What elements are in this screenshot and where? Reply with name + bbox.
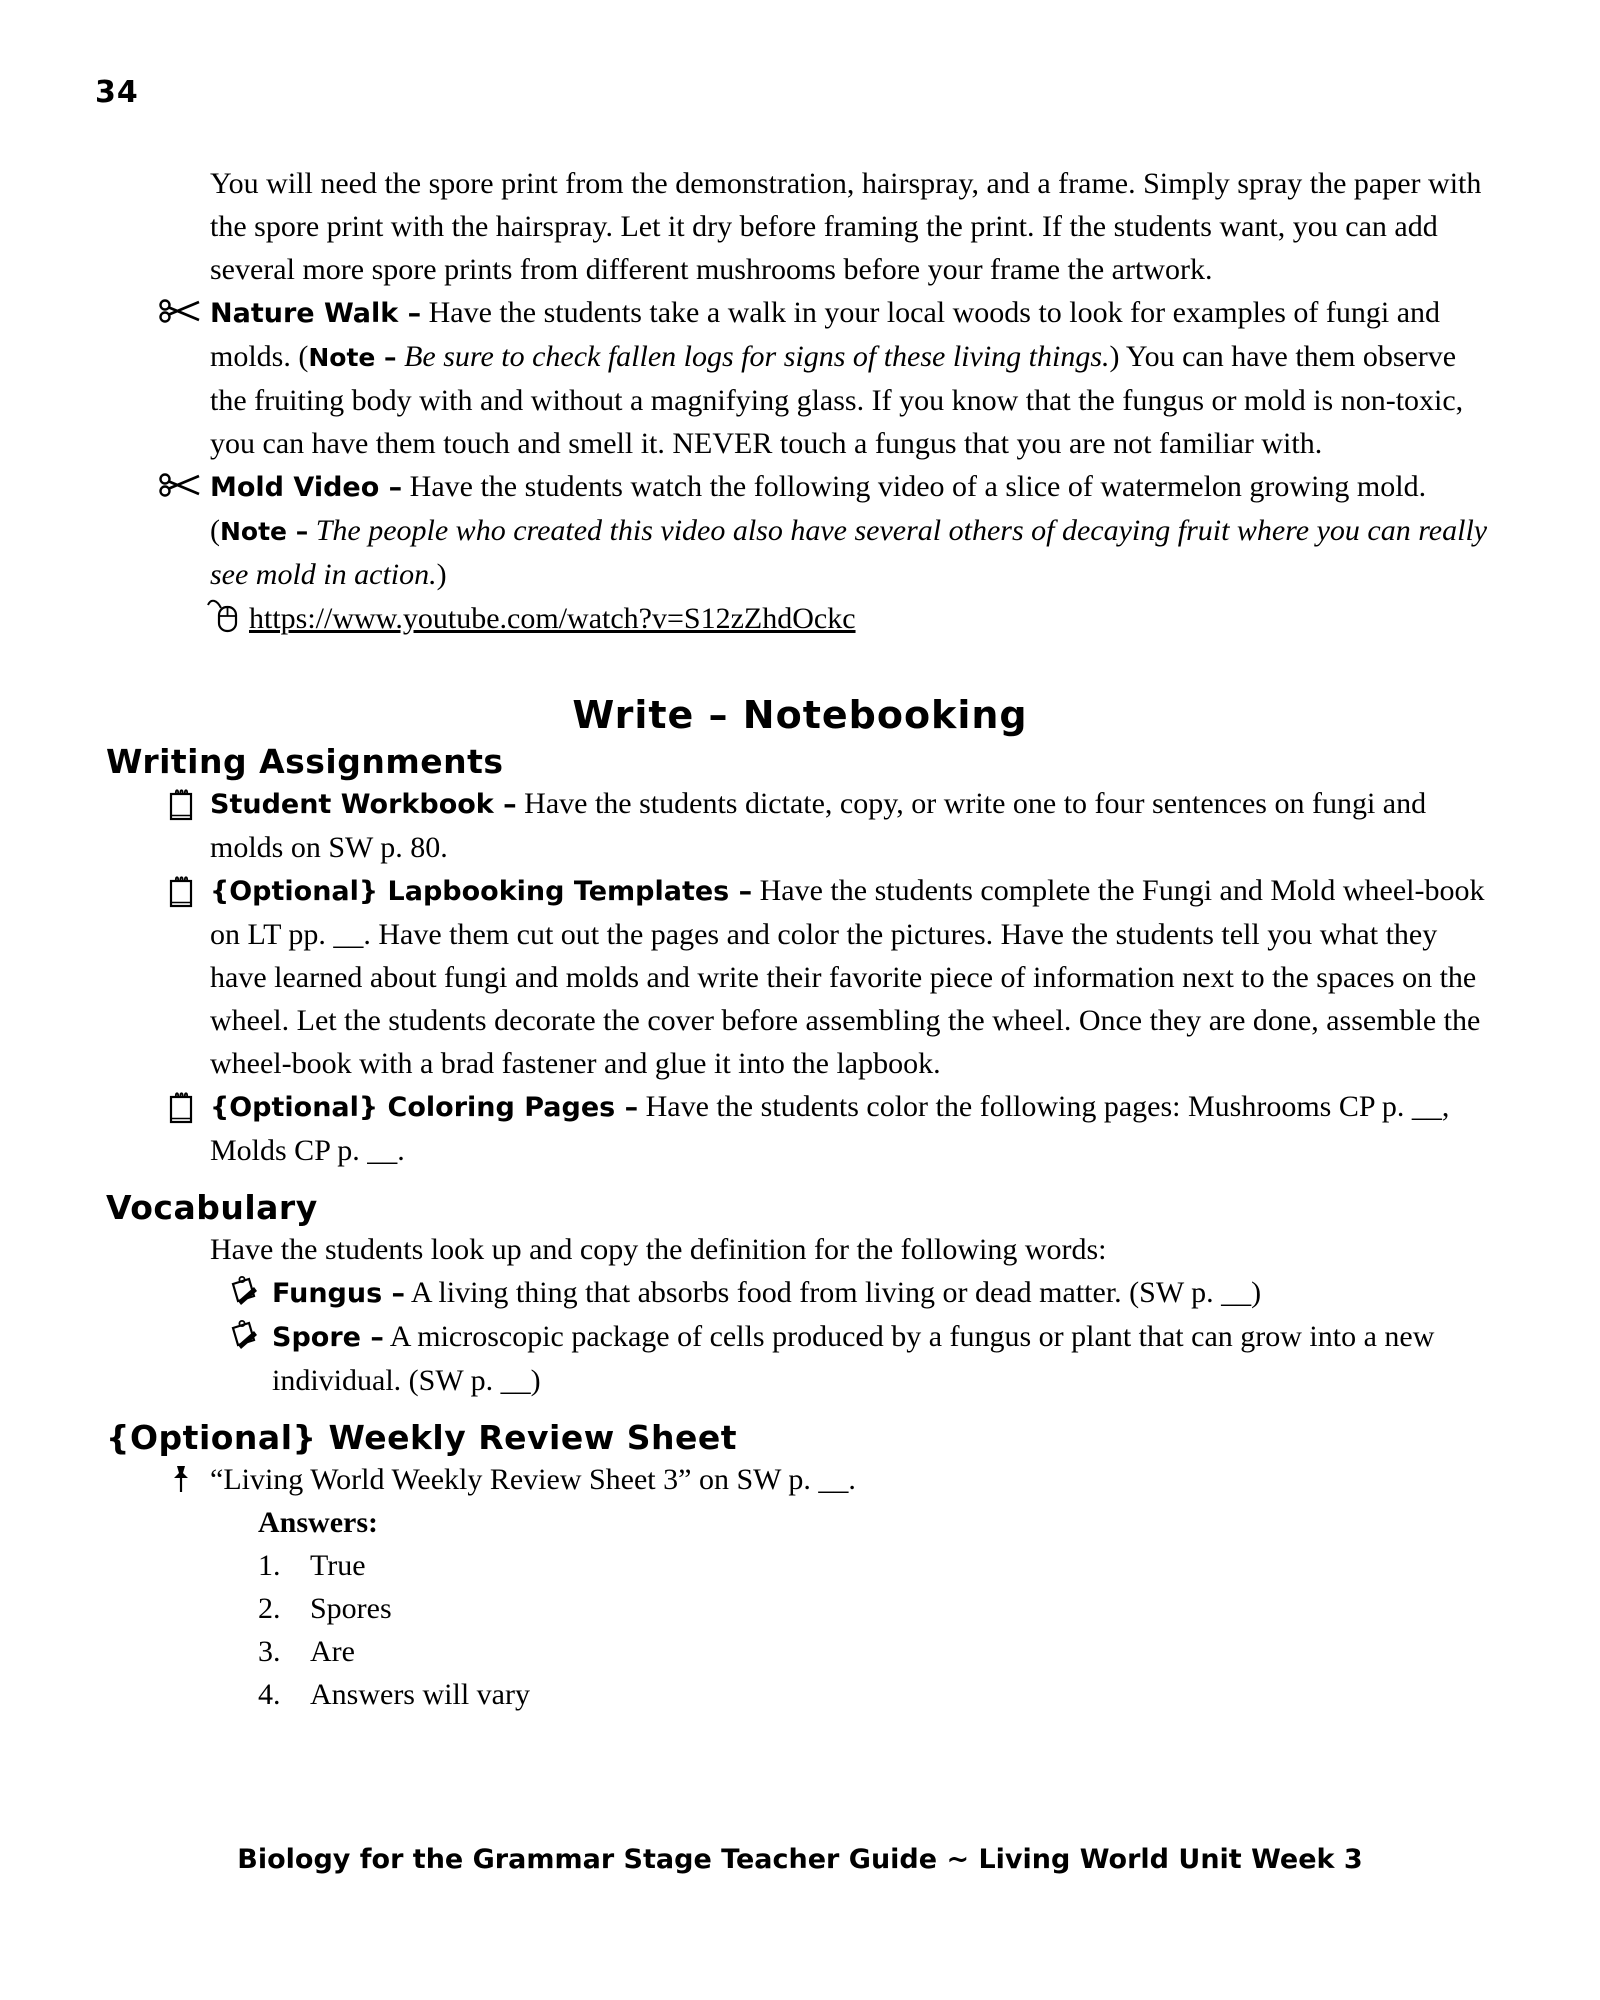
item-text: Have the students color the following pages: Mushrooms CP p. __, Molds CP p. __. [210, 1090, 1450, 1167]
review-sheet-text: “Living World Weekly Review Sheet 3” on SW p. __. [210, 1463, 856, 1496]
list-item-student-workbook [210, 782, 1495, 869]
note-pencil-icon [222, 1318, 264, 1361]
item-text: Have the students take a walk in your local woods to look for examples of fungi and molds. ( [210, 296, 1441, 373]
item-text: ) [436, 558, 447, 591]
page-number: 34 [95, 75, 139, 110]
pushpin-icon [158, 1463, 204, 1506]
section-title: Write – Notebooking [572, 693, 1028, 737]
item-label: Nature Walk – [210, 298, 422, 329]
list-item-review-sheet [210, 1458, 1495, 1501]
vocab-term: Spore – [272, 1322, 384, 1353]
answers-label: Answers: [258, 1506, 378, 1539]
list-item-lapbooking-templates [210, 869, 1495, 1085]
vocabulary-intro: Have the students look up and copy the definition for the following words: [210, 1233, 1107, 1266]
note-pencil-icon [222, 1274, 264, 1317]
item-label: {Optional} Coloring Pages – [210, 1092, 639, 1123]
scissors-icon [158, 470, 204, 513]
intro-paragraph: You will need the spore print from the demonstration, hairspray, and a frame. Simply spray the paper with the spore print with the hairspray. Let it dry before framing the print. If the students want, you can add several more spore prints from different mushrooms before your frame the artwork. [210, 167, 1482, 286]
note-label: Note – [220, 517, 309, 546]
list-item-nature-walk [210, 291, 1495, 465]
notepad-icon [158, 1090, 204, 1133]
item-text: Have the students complete the Fungi and Mold wheel-book on LT pp. __. Have them cut out the pages and color the pictures. Have the students tell you what they have learned about fungi and molds and write their favorite piece of information next to the spaces on the wheel. Let the students decorate the cover before assembling the wheel. Once they are done, assemble the wheel-book with a brad fastener and glue it into the lapbook. [210, 874, 1485, 1080]
heading-writing-assignments: Writing Assignments [106, 742, 504, 781]
answer-item: True [310, 1549, 366, 1582]
youtube-link[interactable]: https://www.youtube.com/watch?v=S12zZhdOckc [249, 602, 856, 635]
note-text: Be sure to check fallen logs for signs of these living things. [404, 340, 1110, 373]
answers-list [258, 1544, 1600, 1716]
notepad-icon [158, 787, 204, 830]
note-label: Note – [308, 343, 397, 372]
vocab-definition: A living thing that absorbs food from living or dead matter. (SW p. __) [410, 1276, 1262, 1309]
list-item-mold-video [210, 465, 1495, 596]
answer-item: Spores [310, 1592, 392, 1625]
scissors-icon [158, 296, 204, 339]
item-text: Have the students watch the following video of a slice of watermelon growing mold. ( [210, 470, 1427, 547]
heading-weekly-review: {Optional} Weekly Review Sheet [106, 1418, 737, 1457]
page-footer: Biology for the Grammar Stage Teacher Guide ~ Living World Unit Week 3 [237, 1844, 1363, 1875]
page-content [0, 162, 1600, 1716]
answer-item: Are [310, 1635, 355, 1668]
mouse-icon [205, 596, 241, 646]
item-label: Student Workbook – [210, 789, 517, 820]
item-text: ) You can have them observe the fruiting body with and without a magnifying glass. If you know that the fungus or mold is non-toxic, you can have them touch and smell it. NEVER touch a fungus that you are not familiar with. [210, 340, 1464, 460]
vocab-definition: A microscopic package of cells produced by a fungus or plant that can grow into a new individual. (SW p. __) [272, 1320, 1435, 1397]
vocab-term: Fungus – [272, 1278, 406, 1309]
item-label: Mold Video – [210, 472, 403, 503]
note-text: The people who created this video also have several others of decaying fruit where you can really see mold in action. [210, 514, 1488, 591]
vocab-item-fungus [272, 1271, 1495, 1315]
item-text: Have the students dictate, copy, or write one to four sentences on fungi and molds on SW p. 80. [210, 787, 1427, 864]
item-label: {Optional} Lapbooking Templates – [210, 876, 753, 907]
list-item-coloring-pages [210, 1085, 1495, 1172]
notepad-icon [158, 874, 204, 917]
heading-vocabulary: Vocabulary [106, 1188, 318, 1227]
video-link-line [205, 596, 1495, 646]
vocab-item-spore [272, 1315, 1495, 1402]
answer-item: Answers will vary [310, 1678, 530, 1711]
